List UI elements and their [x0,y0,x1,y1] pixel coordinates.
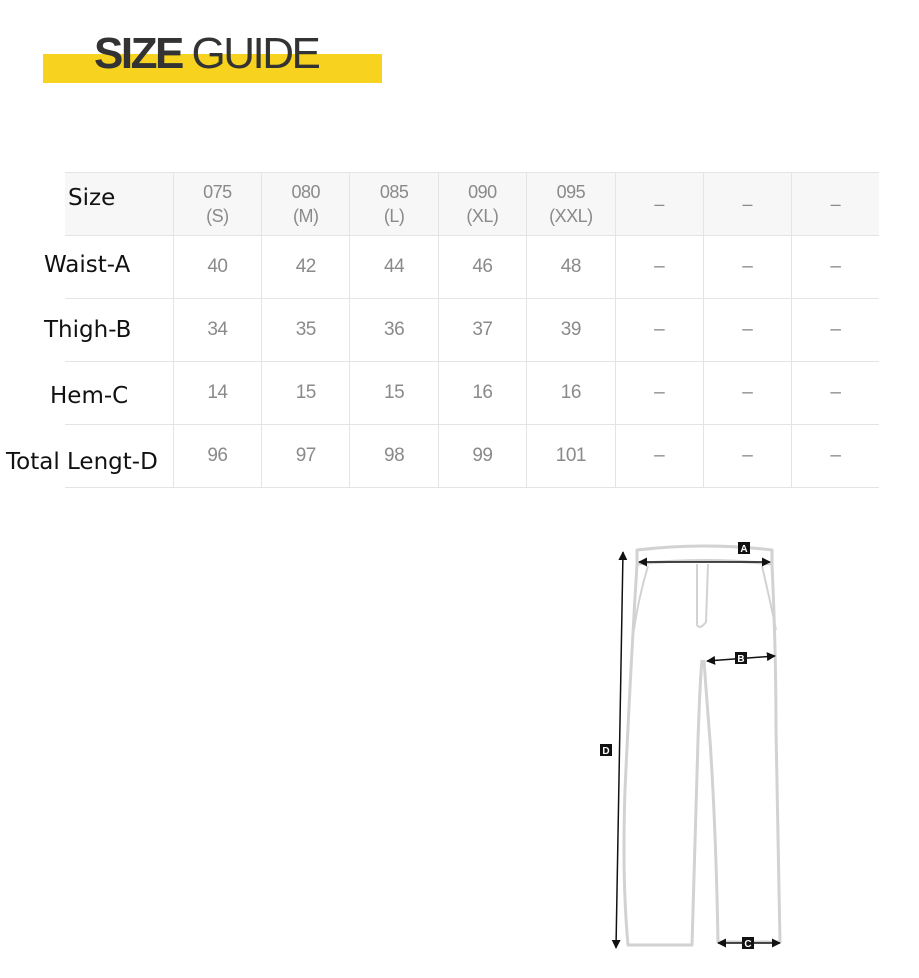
table-cell: 15 [350,362,438,425]
size-letter: (XL) [466,206,499,226]
marker-b: B [737,654,745,665]
row-label-waist: Waist-A [44,252,131,278]
size-letter: (L) [383,206,405,226]
table-cell: – [703,362,791,425]
table-row [65,425,879,488]
length-measure-line [616,552,623,948]
size-header-cell [527,173,615,236]
size-code: 080 [291,182,321,202]
size-header-cell [791,173,879,236]
marker-d: D [602,746,610,757]
row-label-thigh: Thigh-B [44,317,132,343]
size-letter: (S) [206,206,229,226]
table-cell: 48 [527,236,615,299]
table-cell: – [791,299,879,362]
table-cell: 96 [173,425,261,488]
table-cell: 16 [438,362,526,425]
size-header-cell [350,173,438,236]
table-cell: 35 [262,299,350,362]
size-code: 085 [379,182,409,202]
size-header-cell [262,173,350,236]
table-cell: 34 [173,299,261,362]
table-cell: 99 [438,425,526,488]
table-cell: 39 [527,299,615,362]
table-cell: 46 [438,236,526,299]
size-table [65,172,879,488]
pants-measurement-diagram [590,530,810,970]
table-cell: 37 [438,299,526,362]
table-cell: – [615,362,703,425]
row-label-size: Size [68,185,116,211]
table-row [65,362,879,425]
table-cell: – [791,425,879,488]
table-cell: 15 [262,362,350,425]
row-label-total-length: Total Lengt-D [6,449,158,475]
title-word-guide: GUIDE [191,29,319,78]
pants-outline [624,546,780,945]
size-code: – [742,194,753,214]
table-cell: – [791,362,879,425]
table-cell: 40 [173,236,261,299]
size-header-cell [438,173,526,236]
title-word-size: SIZE [94,29,182,78]
table-row [65,236,879,299]
table-cell: – [615,299,703,362]
page-title [94,28,318,80]
size-code: 090 [468,182,497,202]
table-cell: 42 [262,236,350,299]
size-guide-title [43,28,383,84]
marker-a: A [740,544,748,555]
size-header-cell [703,173,791,236]
table-cell: – [703,425,791,488]
table-cell: 14 [173,362,261,425]
table-header-row [65,173,879,236]
size-code: – [830,194,841,214]
table-cell: – [615,236,703,299]
table-cell: – [615,425,703,488]
table-cell: – [703,299,791,362]
size-header-cell [615,173,703,236]
table-row [65,299,879,362]
size-code: – [654,194,664,214]
table-cell: 97 [262,425,350,488]
table-cell: 44 [350,236,438,299]
table-cell: 98 [350,425,438,488]
table-cell: 16 [527,362,615,425]
row-label-hem: Hem-C [50,383,129,409]
size-header-cell [173,173,261,236]
marker-c: C [744,939,752,950]
size-letter: (XXL) [549,206,593,226]
size-code: 095 [556,182,586,202]
size-code: 075 [203,182,232,202]
size-letter: (M) [293,206,319,226]
table-cell: 101 [527,425,615,488]
table-cell: – [703,236,791,299]
table-cell: 36 [350,299,438,362]
table-cell: – [791,236,879,299]
